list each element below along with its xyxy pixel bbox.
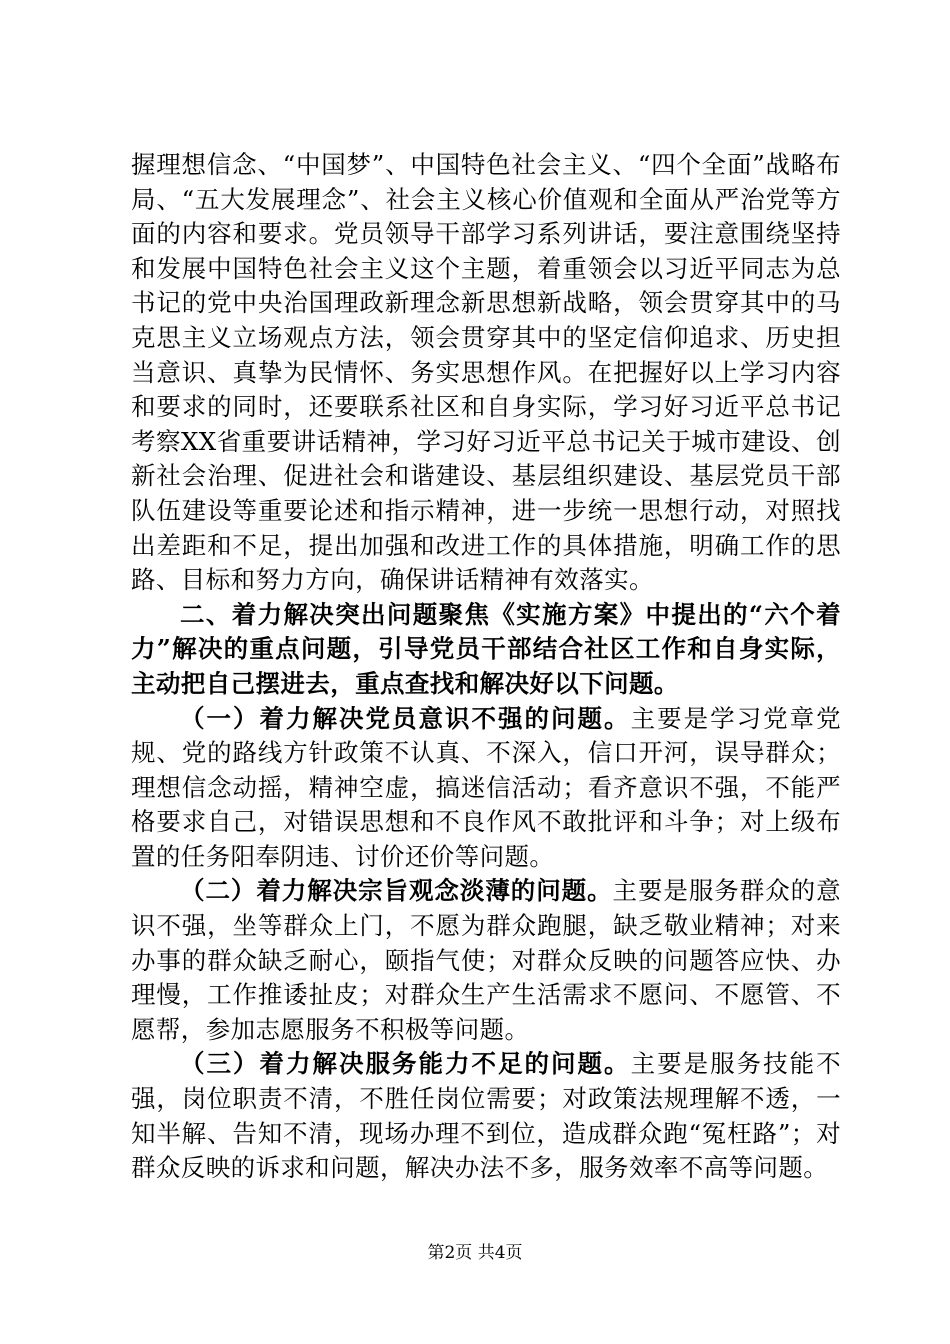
paragraph-text: 握理想信念、“中国梦”、中国特色社会主义、“四个全面”战略布局、“五大发展理念”、社会主义核心价值观和全面从严治党等方面的内容和要求。党员领导干部学习系列讲话，要注意围绕坚持和发展中国特色社会主义这个主题，着重领会以习近平同志为总书记的党中央治国理政新理念新思想新战略，领会贯穿其中的马克思主义立场观点方法，领会贯穿其中的坚定信仰追求、历史担当意识、真挚为民情怀、务实思想作风。在把握好以上学习内容和要求的同时，还要联系社区和自身实际，学习好习近平总书记考察XX省重要讲话精神，学习好习近平总书记关于城市建设、创新社会治理、促进社会和谐建设、基层组织建设、基层党员干部队伍建设等重要论述和指示精神，进一步统一思想行动，对照找出差距和不足，提出加强和改进工作的具体措施，明确工作的思路、目标和努力方向，确保讲话精神有效落实。 xyxy=(131,150,841,595)
item-heading: （二）着力解决宗旨观念淡薄的问题。 xyxy=(180,876,613,906)
paragraph-item-three xyxy=(131,1047,841,1185)
paragraph-item-one xyxy=(131,702,841,875)
item-heading: （三）着力解决服务能力不足的问题。 xyxy=(180,1049,631,1079)
page-number-footer: 第2页 共4页 xyxy=(427,1243,523,1263)
paragraph-continuation xyxy=(131,148,841,598)
item-text: 主要是服务群众的意识不强，坐等群众上门，不愿为群众跑腿，缺乏敬业精神；对来办事的群众缺乏耐心，颐指气使；对群众反映的问题答应快、办理慢，工作推诿扯皮；对群众生产生活需求不愿问、不愿管、不愿帮，参加志愿服务不积极等问题。 xyxy=(131,876,841,1044)
section-heading-two xyxy=(131,598,841,702)
section-heading-text: 二、着力解决突出问题聚焦《实施方案》中提出的“六个着力”解决的重点问题，引导党员干部结合社区工作和自身实际，主动把自己摆进去，重点查找和解决好以下问题。 xyxy=(131,599,841,698)
item-text: 主要是学习党章党规、党的路线方针政策不认真、不深入，信口开河，误导群众；理想信念动摇，精神空虚，搞迷信活动；看齐意识不强，不能严格要求自己，对错误思想和不良作风不敢批评和斗争；对上级布置的任务阳奉阴违、讨价还价等问题。 xyxy=(131,703,841,871)
document-body xyxy=(131,148,841,1186)
paragraph-item-two xyxy=(131,874,841,1047)
item-text: 主要是服务技能不强，岗位职责不清，不胜任岗位需要；对政策法规理解不透，一知半解、告知不清，现场办理不到位，造成群众跑“冤枉路”；对群众反映的诉求和问题，解决办法不多，服务效率不高等问题。 xyxy=(131,1049,841,1183)
item-heading: （一）着力解决党员意识不强的问题。 xyxy=(180,703,631,733)
